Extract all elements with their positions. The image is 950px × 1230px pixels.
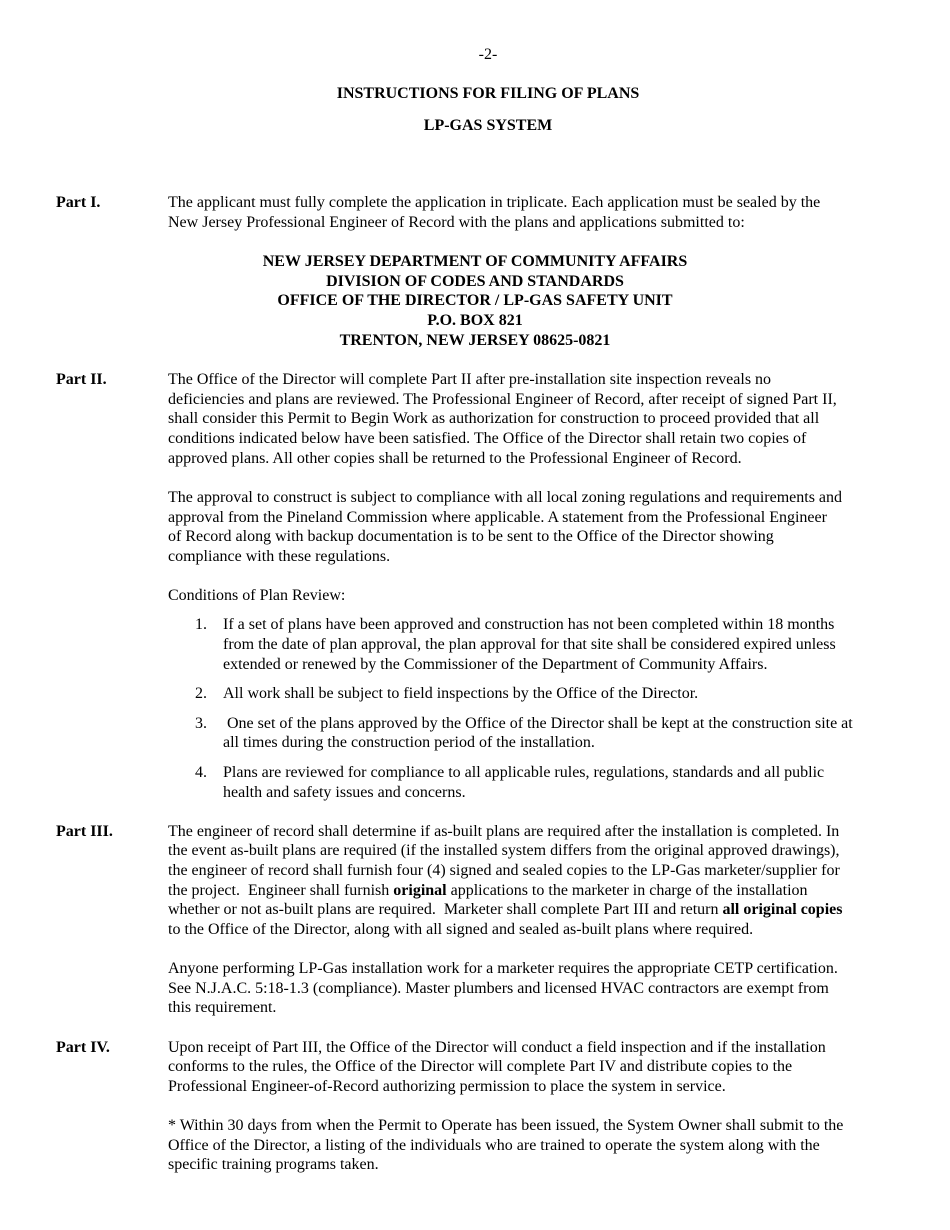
part-2-line: shall consider this Permit to Begin Work as authorization for construction to proceed provided that all xyxy=(168,410,820,427)
part-3-bold-text: original xyxy=(393,882,447,899)
page-subtitle: LP-GAS SYSTEM xyxy=(423,117,553,134)
part-1-line: New Jersey Professional Engineer of Record with the plans and applications submitted to: xyxy=(168,214,745,231)
condition-line: All work shall be subject to field inspections by the Office of the Director. xyxy=(223,685,699,702)
part-2-line: approval from the Pineland Commission where applicable. A statement from the Professional Engineer xyxy=(168,509,827,526)
page-title: INSTRUCTIONS FOR FILING OF PLANS xyxy=(336,85,640,102)
condition-number: 2. xyxy=(195,685,207,702)
part-2-line: conditions indicated below have been satisfied. The Office of the Director shall retain two copies of xyxy=(168,430,807,447)
part-1-line: The applicant must fully complete the application in triplicate. Each application must be sealed by the xyxy=(168,194,821,211)
address-line: DIVISION OF CODES AND STANDARDS xyxy=(326,273,624,290)
condition-number: 3. xyxy=(195,715,207,732)
part-3-line: the event as-built plans are required (if the installed system differs from the original approved drawings), xyxy=(168,842,840,859)
part-2-line: approved plans. All other copies shall be returned to the Professional Engineer of Record. xyxy=(168,450,742,467)
condition-number: 1. xyxy=(195,616,207,633)
address-line: OFFICE OF THE DIRECTOR / LP-GAS SAFETY UNIT xyxy=(277,292,673,309)
part-4-line: specific training programs taken. xyxy=(168,1156,379,1173)
condition-line: all times during the construction period of the installation. xyxy=(223,734,595,751)
part-3-text: whether or not as-built plans are required. Marketer shall complete Part III and return xyxy=(168,901,723,918)
condition-number: 4. xyxy=(195,764,207,781)
condition-line: health and safety issues and concerns. xyxy=(223,784,466,801)
part-2-line: compliance with these regulations. xyxy=(168,548,391,565)
part-3-line: The engineer of record shall determine if as-built plans are required after the installation is completed. In xyxy=(168,823,840,840)
part-4-line: Office of the Director, a listing of the individuals who are trained to operate the system along with the xyxy=(168,1137,820,1154)
condition-line: One set of the plans approved by the Office of the Director shall be kept at the construction site at xyxy=(223,715,853,732)
conditions-heading: Conditions of Plan Review: xyxy=(168,587,346,604)
address-line: TRENTON, NEW JERSEY 08625-0821 xyxy=(339,332,611,349)
address-line: NEW JERSEY DEPARTMENT OF COMMUNITY AFFAIRS xyxy=(262,253,688,270)
part-1-label: Part I. xyxy=(56,194,101,211)
condition-line: from the date of plan approval, the plan approval for that site shall be considered expired unless xyxy=(223,636,836,653)
page-number: -2- xyxy=(478,46,498,63)
part-4-line: conforms to the rules, the Office of the Director will complete Part IV and distribute copies to the xyxy=(168,1058,793,1075)
part-4-line: Upon receipt of Part III, the Office of the Director will conduct a field inspection and if the installation xyxy=(168,1039,826,1056)
part-2-line: The approval to construct is subject to compliance with all local zoning regulations and requirements and xyxy=(168,489,843,506)
part-3-text: the project. Engineer shall furnish xyxy=(168,882,394,899)
part-3-line: to the Office of the Director, along with all signed and sealed as-built plans where required. xyxy=(168,921,754,938)
part-4-line: * Within 30 days from when the Permit to Operate has been issued, the System Owner shall submit to the xyxy=(168,1117,844,1134)
part-3-line: See N.J.A.C. 5:18-1.3 (compliance). Master plumbers and licensed HVAC contractors are exempt from xyxy=(168,980,829,997)
address-line: P.O. BOX 821 xyxy=(427,312,523,329)
part-2-line: of Record along with backup documentation is to be sent to the Office of the Director showing xyxy=(168,528,774,545)
part-4-label: Part IV. xyxy=(56,1039,110,1056)
condition-line: Plans are reviewed for compliance to all applicable rules, regulations, standards and all public xyxy=(223,764,825,781)
condition-line: extended or renewed by the Commissioner of the Department of Community Affairs. xyxy=(223,656,768,673)
part-3-line: this requirement. xyxy=(168,999,277,1016)
part-3-line xyxy=(168,900,842,920)
part-4-line: Professional Engineer-of-Record authorizing permission to place the system in service. xyxy=(168,1078,726,1095)
part-3-line: the engineer of record shall furnish four (4) signed and sealed copies to the LP-Gas marketer/supplier for xyxy=(168,862,840,879)
condition-line: If a set of plans have been approved and construction has not been completed within 18 months xyxy=(223,616,835,633)
part-3-line: Anyone performing LP-Gas installation work for a marketer requires the appropriate CETP certification. xyxy=(168,960,838,977)
part-2-line: deficiencies and plans are reviewed. The Professional Engineer of Record, after receipt of signed Part II, xyxy=(168,391,837,408)
part-2-label: Part II. xyxy=(56,371,107,388)
part-3-label: Part III. xyxy=(56,823,113,840)
part-2-line: The Office of the Director will complete Part II after pre-installation site inspection reveals no xyxy=(168,371,772,388)
part-3-line xyxy=(168,881,808,901)
part-3-text: applications to the marketer in charge of the installation xyxy=(446,882,808,899)
part-3-bold-text: all original copies xyxy=(722,901,843,918)
